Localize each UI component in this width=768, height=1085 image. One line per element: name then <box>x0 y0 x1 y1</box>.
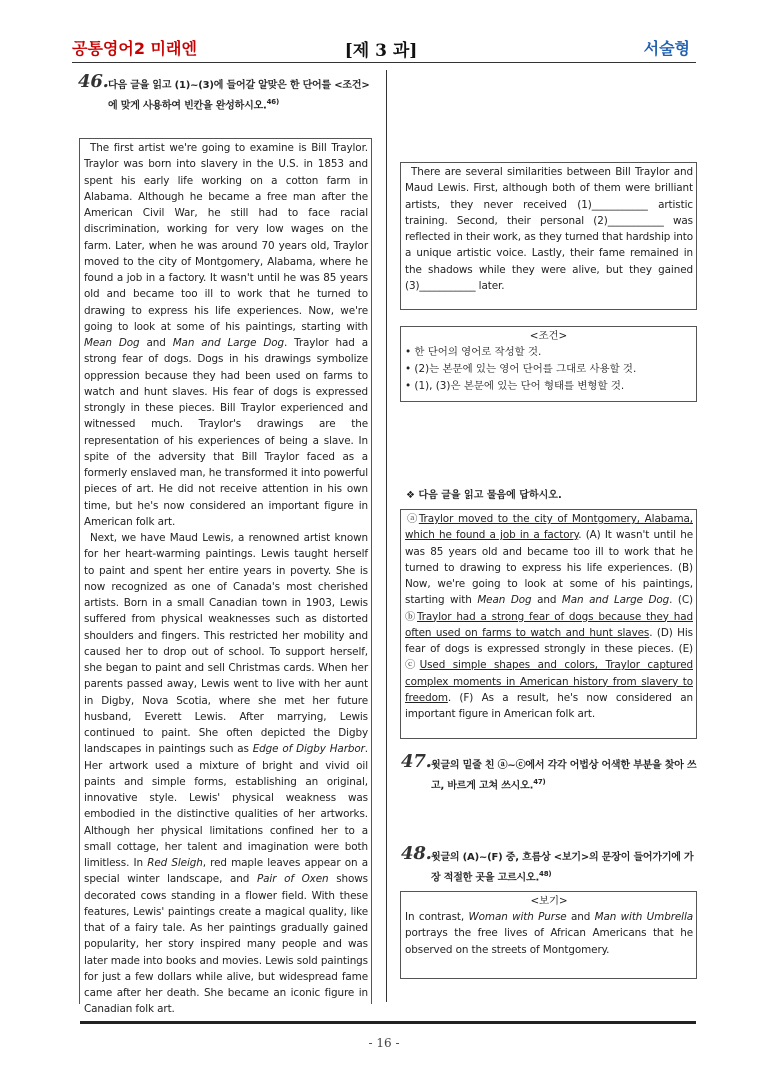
underline-a: Traylor moved to the city of Montgomery, Alabama, which he found a job in a factory <box>405 513 693 542</box>
passage-paragraph-2: Next, we have Maud Lewis, a renowned artist known for her heart-warming paintings. Lewis taught herself to paint and spent her entire years in poverty. She is now recognized as one of Canada's most cherished artists. Born in a small Canadian town in 1903, Lewis suffered from physical weaknesses such as distorted shoulders and fingers. This restricted her mobility and caused her to drop out of school. To support herself, she began to paint and sell Christmas cards. When her parents passed away, Lewis went to live with her aunt in Digby, Nova Scotia, where she met her future husband, Everett Lewis. After marrying, Lewis continued to paint. She often depicted the Digby landscapes in paintings such as Edge of Digby Harbor. Her artwork used a mixture of bright and vivid oil paints and simple forms, establishing an original, innovative style. Lewis' physical weakness was embodied in the distinctive qualities of her artworks. Although her physical limitations confined her to a small cottage, her talent and imagination were both limitless. In Red Sleigh, red maple leaves appear on a special winter landscape, and Pair of Oxen shows decorated cows standing in a flower field. With these features, Lewis' paintings create a magical quality, like that of a fairy tale. As her paintings gradually gained popularity, her story inspired many people and was later made into books and movies. Lewis sold paintings for just a few dollars while alive, but widespread fame came after her death. She became an iconic figure in Canadian folk art. <box>84 532 368 1016</box>
passage-box-2 <box>400 509 697 739</box>
underline-b: Traylor had a strong fear of dogs because they had often used on farms to watch and hunt slaves <box>405 610 693 639</box>
question-prompt: 다음 글을 읽고 (1)~(3)에 들어갈 알맞은 한 단어를 <조건>에 맞게 사용하여 빈칸을 완성하시오.$^{46)}$ <box>108 80 370 112</box>
summary-text: There are several similarities between Bill Traylor and Maud Lewis. First, although both of them were brilliant artists, they never received (1)___________ artistic training. Second, their personal (2)___________ was reflected in their work, as they turned that hardship into a unique artistic voice. Lastly, their fame remained in the shadows while they were alive, but they gained (3)___________ later. <box>405 166 693 292</box>
example-box <box>400 891 697 979</box>
footer-divider <box>80 1021 696 1024</box>
question-prompt: 윗글의 (A)~(F) 중, 흐름상 <보기>의 문장이 들어가기에 가장 적절한 곳을 고르시오.$^{48)}$ <box>431 852 694 884</box>
question-48-heading <box>401 843 698 886</box>
condition-item: • (1), (3)은 본문에 있는 단어 형태를 변형할 것. <box>405 380 625 392</box>
example-text: In contrast, Woman with Purse and Man with Umbrella portrays the free lives of African Americans that he observed on the streets of Montgomery. <box>405 911 694 956</box>
condition-item: • 한 단어의 영어로 작성할 것. <box>405 346 542 358</box>
question-number: 48. <box>401 843 432 864</box>
passage-2-text: ⓐTraylor moved to the city of Montgomery, Alabama, which he found a job in a factory. (A) It wasn't until he was 85 years old and became too ill to work that he turned to drawing to express his life experiences. (B) Now, we're going to look at some of his paintings, starting with Mean Dog and Man and Large Dog. (C) ⓑTraylor had a strong fear of dogs because they had often used on farms to watch and hunt slaves. (D) His fear of dogs is expressed strongly in these pieces. (E) ⓒUsed simple shapes and colors, Traylor captured complex moments in American history from slavery to freedom. (F) As a result, he's now considered an important figure in American folk art. <box>405 513 694 720</box>
section-type: 서술형 <box>643 39 690 58</box>
instruction-heading: ❖ 다음 글을 읽고 물음에 답하시오. <box>406 490 562 501</box>
passage-paragraph-1: The first artist we're going to examine is Bill Traylor. Traylor was born into slavery in the U.S. in 1853 and spent his early life working on a cotton farm in Alabama. Although he became a free man after the American Civil War, he still had to face racial discrimination, working for very low wages on the farm. Later, when he was around 70 years old, Traylor moved to the city of Montgomery, Alabama, where he found a job in a factory. It wasn't until he was 85 years old and became too ill to work that he turned to drawing to express his life experiences. Now, we're going to look at some of his paintings, starting with Mean Dog and Man and Large Dog. Traylor had a strong fear of dogs. Dogs in his drawings symbolize oppression because they had been used on farms to watch and hunt slaves. His fear of dogs is expressed strongly in these pieces. Bill Traylor experienced and witnessed much. Traylor's drawings are the representation of his experiences of being a slave. In spite of the adversity that Bill Traylor faced as a formerly enslaved man, he transformed it into powerful pieces of art. He did not receive attention in his own time, but he's now considered an important figure in American folk art. <box>84 142 368 528</box>
summary-box <box>400 162 697 310</box>
textbook-title: 공통영어2 미래엔 <box>72 39 197 58</box>
lesson-label: [제 3 과] <box>344 41 418 61</box>
example-title: <보기> <box>530 895 568 907</box>
header-divider <box>72 62 696 63</box>
underline-c: Used simple shapes and colors, Traylor captured complex moments in American history from slavery to freedom <box>405 659 694 704</box>
conditions-box <box>400 326 697 402</box>
question-number: 46. <box>78 71 109 92</box>
column-divider <box>386 70 387 1002</box>
condition-item: • (2)는 본문에 있는 영어 단어를 그대로 사용할 것. <box>405 363 637 375</box>
conditions-title: <조건> <box>529 330 568 342</box>
question-prompt: 윗글의 밑줄 친 ⓐ~ⓒ에서 각각 어법상 어색한 부분을 찾아 쓰고, 바르게 고쳐 쓰시오.$^{47)}$ <box>431 760 697 792</box>
page-header <box>72 36 690 62</box>
question-number: 47. <box>401 751 432 772</box>
question-46-heading <box>78 71 372 114</box>
passage-box-left <box>79 138 372 1016</box>
question-47-heading <box>401 751 698 794</box>
page-number: - 16 - <box>368 1036 400 1050</box>
